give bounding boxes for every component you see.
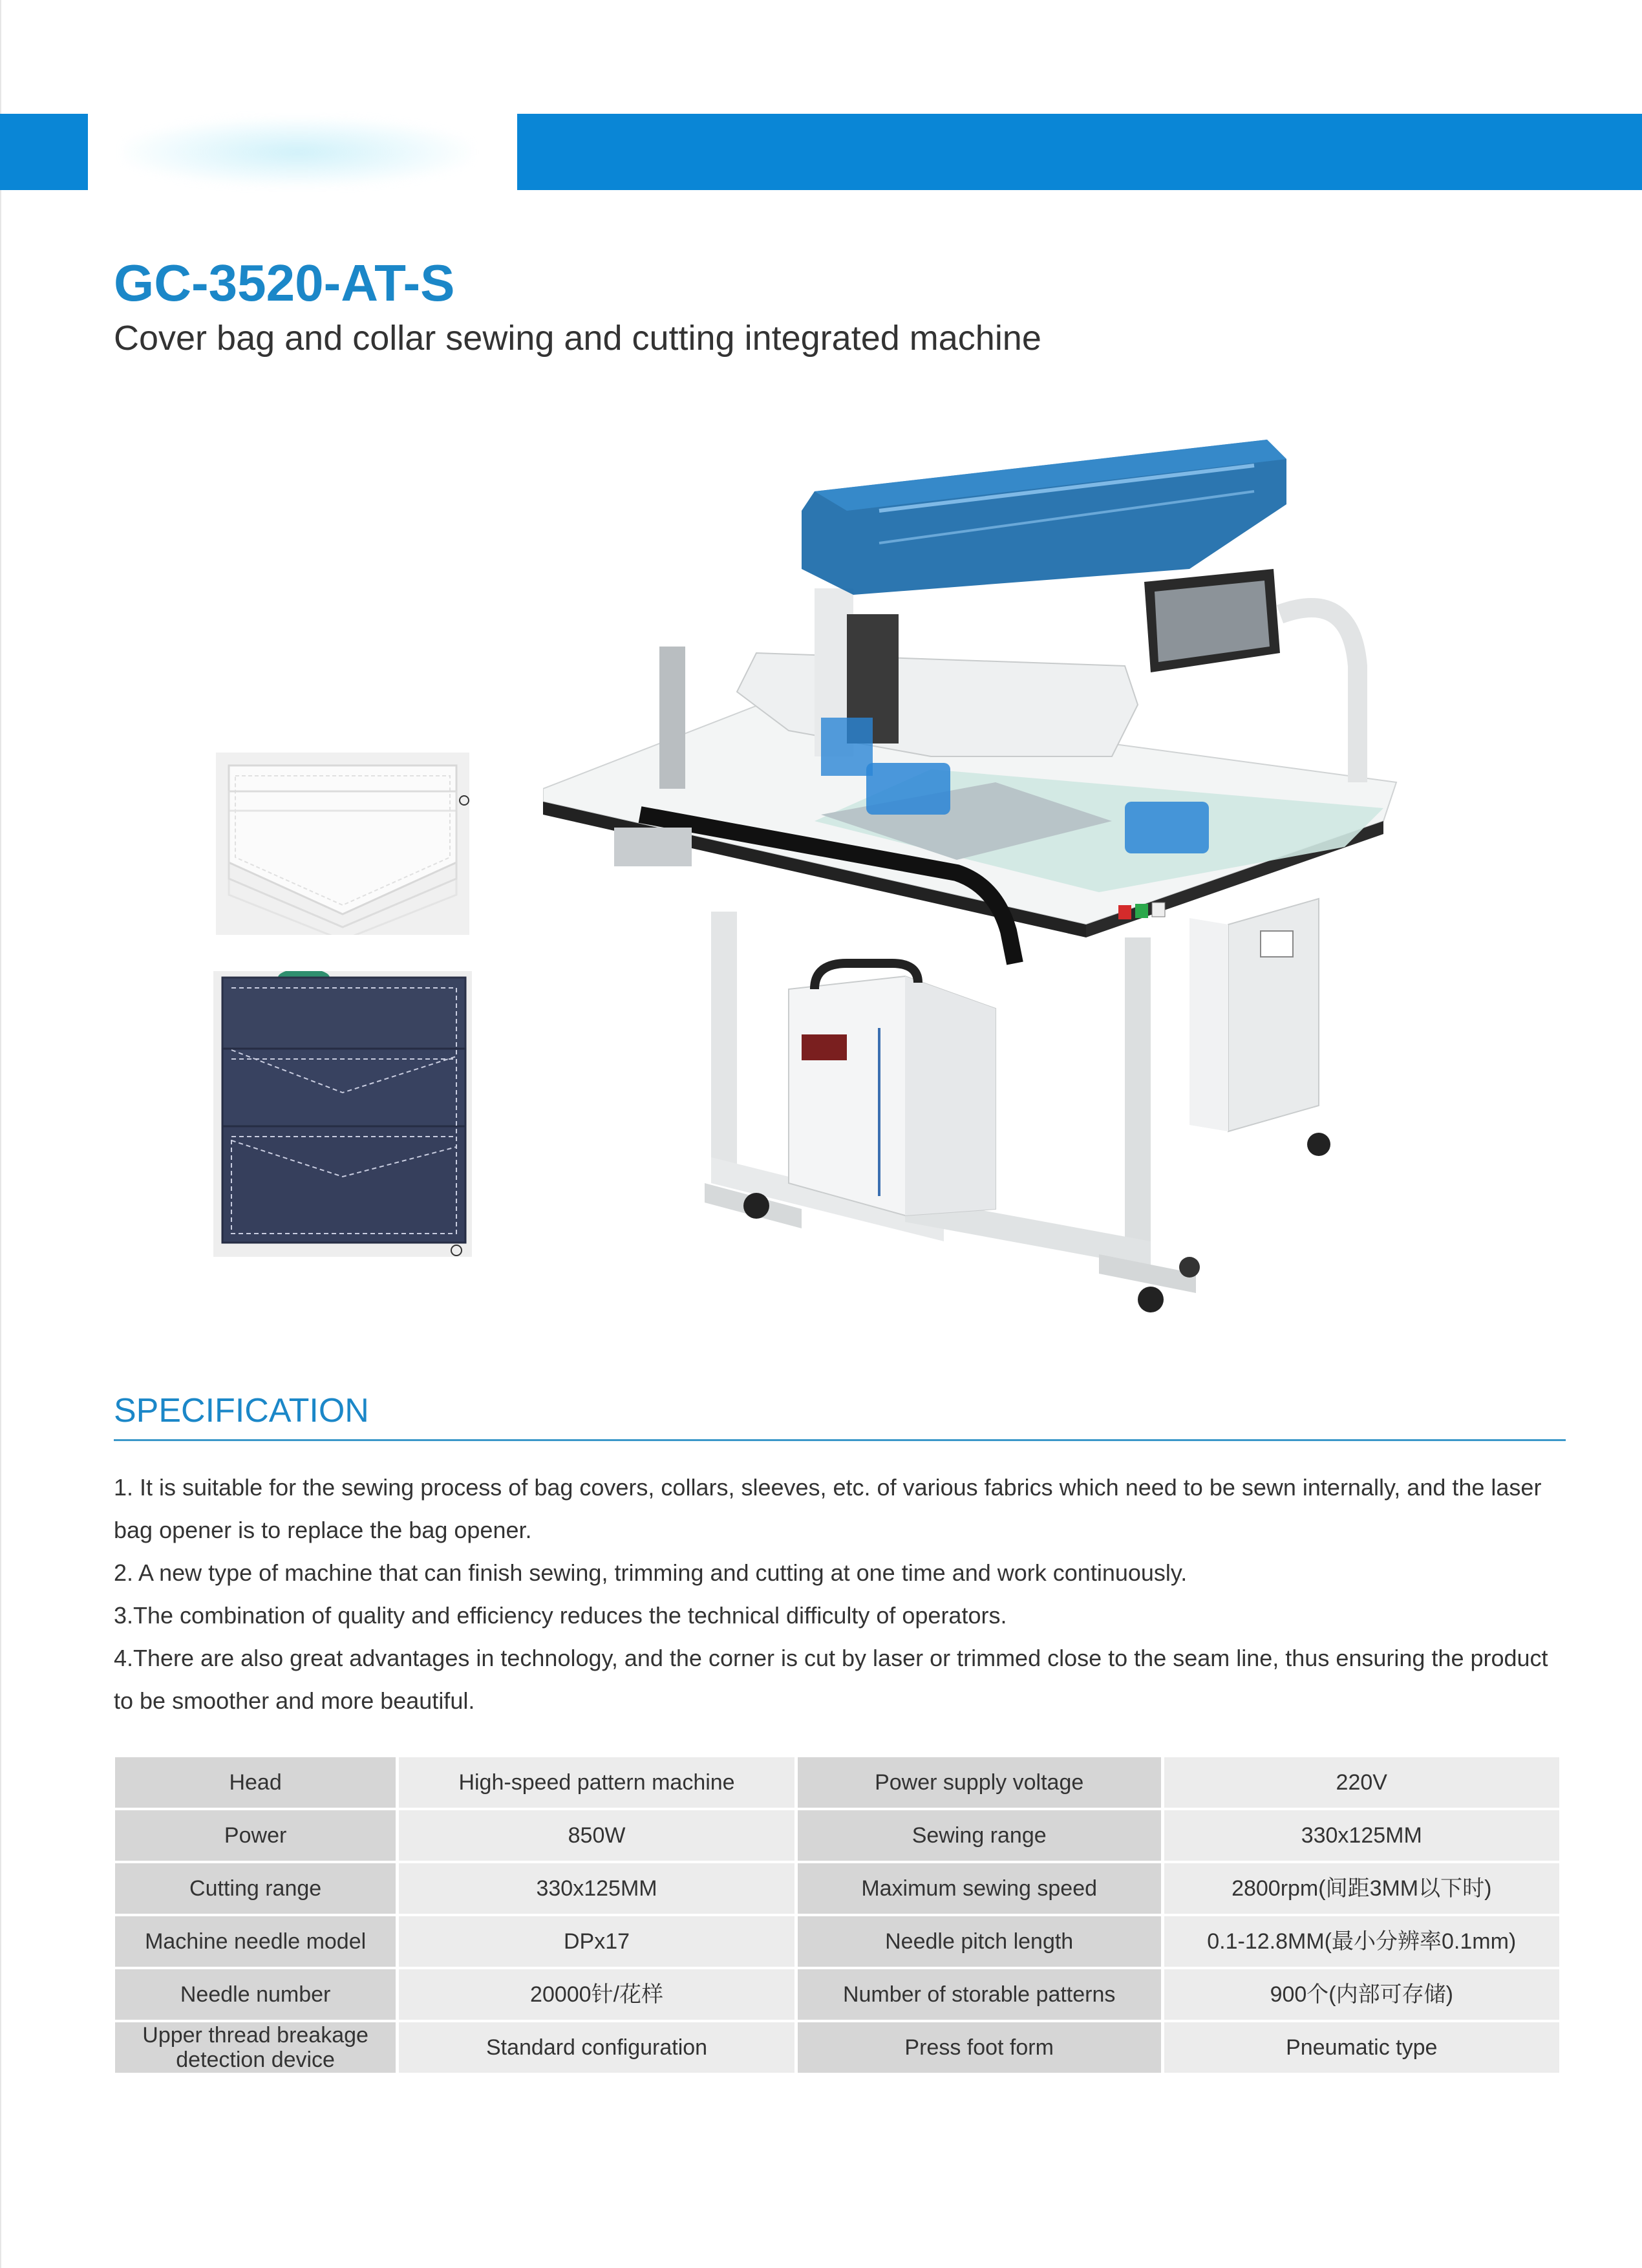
param-label: Power [115,1810,396,1861]
param-value: Pneumatic type [1164,2022,1559,2073]
sewing-machine-image [543,420,1448,1345]
specification-heading: SPECIFICATION [114,1392,369,1429]
specification-table [112,1755,1562,2075]
param-value: 330x125MM [1164,1810,1559,1861]
param-label: Upper thread breakage detection device [115,2022,396,2073]
param-value: DPx17 [399,1916,794,1967]
header-bar-right [517,114,1642,190]
spec-point-4: 4.There are also great advantages in technology, and the corner is cut by laser or trimmed close to the seam line, thus ensuring the product to be smoother and more beautiful. [114,1645,1548,1714]
param-value: 0.1-12.8MM(最小分辨率0.1mm) [1164,1916,1559,1967]
specification-points [114,1466,1568,1722]
param-label: Maximum sewing speed [798,1863,1161,1914]
param-label: Needle pitch length [798,1916,1161,1967]
brand-logo [123,118,472,186]
param-value: 850W [399,1810,794,1861]
param-value: 900个(内部可存储) [1164,1969,1559,2020]
param-value: 220V [1164,1757,1559,1808]
param-value: Standard configuration [399,2022,794,2073]
spec-point-1: 1. It is suitable for the sewing process of bag covers, collars, sleeves, etc. of various fabrics which need to be sewn internally, and the laser bag opener is to replace the bag opener. [114,1474,1542,1543]
param-value: 330x125MM [399,1863,794,1914]
param-label: Needle number [115,1969,396,2020]
table-row [115,1969,1559,2020]
param-value: 2800rpm(间距3MM以下时) [1164,1863,1559,1914]
table-row [115,1810,1559,1861]
param-label: Number of storable patterns [798,1969,1161,2020]
param-label: Machine needle model [115,1916,396,1967]
param-label: Sewing range [798,1810,1161,1861]
param-label: Cutting range [115,1863,396,1914]
model-title: GC-3520-AT-S [114,254,455,312]
table-row [115,1916,1559,1967]
table-row [115,1757,1559,1808]
spec-point-3: 3.The combination of quality and efficiency reduces the technical difficulty of operators. [114,1602,1007,1629]
denim-fabric-sample-image [213,971,472,1257]
param-label: Power supply voltage [798,1757,1161,1808]
page-border [0,0,1,2268]
param-value: 20000针/花样 [399,1969,794,2020]
table-row [115,1863,1559,1914]
specification-divider [114,1439,1566,1441]
header-bar-left [0,114,88,190]
param-label: Press foot form [798,2022,1161,2073]
white-fabric-sample-image [216,753,469,935]
param-value: High-speed pattern machine [399,1757,794,1808]
param-label: Head [115,1757,396,1808]
table-row [115,2022,1559,2073]
product-subtitle: Cover bag and collar sewing and cutting integrated machine [114,319,1041,358]
spec-point-2: 2. A new type of machine that can finish sewing, trimming and cutting at one time and work continuously. [114,1559,1188,1586]
